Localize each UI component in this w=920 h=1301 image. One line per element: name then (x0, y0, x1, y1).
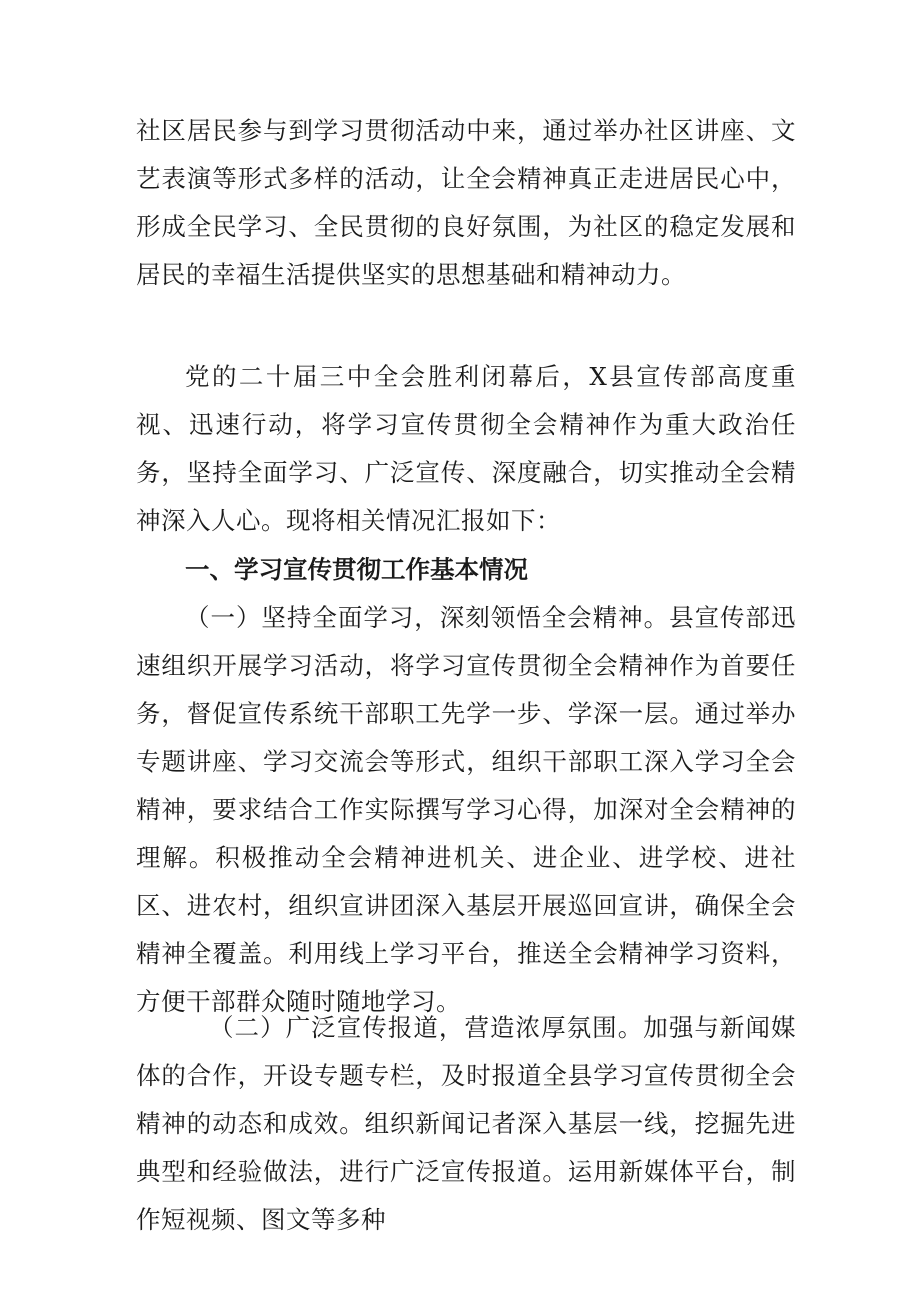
paragraph-community-residents: 社区居民参与到学习贯彻活动中来，通过举办社区讲座、文艺表演等形式多样的活动，让全会精神真正走进居民心中，形成全民学习、全民贯彻的良好氛围，为社区的稳定发展和居民的幸福生活提供坚实的思想基础和精神动力。 (136, 116, 796, 289)
section-heading-basic-situation: 一、学习宣传贯彻工作基本情况 (185, 555, 528, 584)
paragraph-intro-report: 党的二十届三中全会胜利闭幕后，X县宣传部高度重视、迅速行动，将学习宣传贯彻全会精神作为重大政治任务，坚持全面学习、广泛宣传、深度融合，切实推动全会精神深入人心。现将相关情况汇报如下： (136, 362, 796, 535)
paragraph-comprehensive-study: （一）坚持全面学习，深刻领悟全会精神。县宣传部迅速组织开展学习活动，将学习宣传贯彻全会精神作为首要任务，督促宣传系统干部职工先学一步、学深一层。通过举办专题讲座、学习交流会等形式，组织干部职工深入学习全会精神，要求结合工作实际撰写学习心得，加深对全会精神的理解。积极推动全会精神进机关、进企业、进学校、进社区、进农村，组织宣讲团深入基层开展巡回宣讲，确保全会精神全覆盖。利用线上学习平台，推送全会精神学习资料，方便干部群众随时随地学习。 (136, 603, 796, 1016)
paragraph-publicity-reporting: （二）广泛宣传报道，营造浓厚氛围。加强与新闻媒体的合作，开设专题专栏，及时报道全县学习宣传贯彻全会精神的动态和成效。组织新闻记者深入基层一线，挖掘先进典型和经验做法，进行广泛宣传报道。运用新媒体平台，制作短视频、图文等多种 (136, 1013, 796, 1234)
